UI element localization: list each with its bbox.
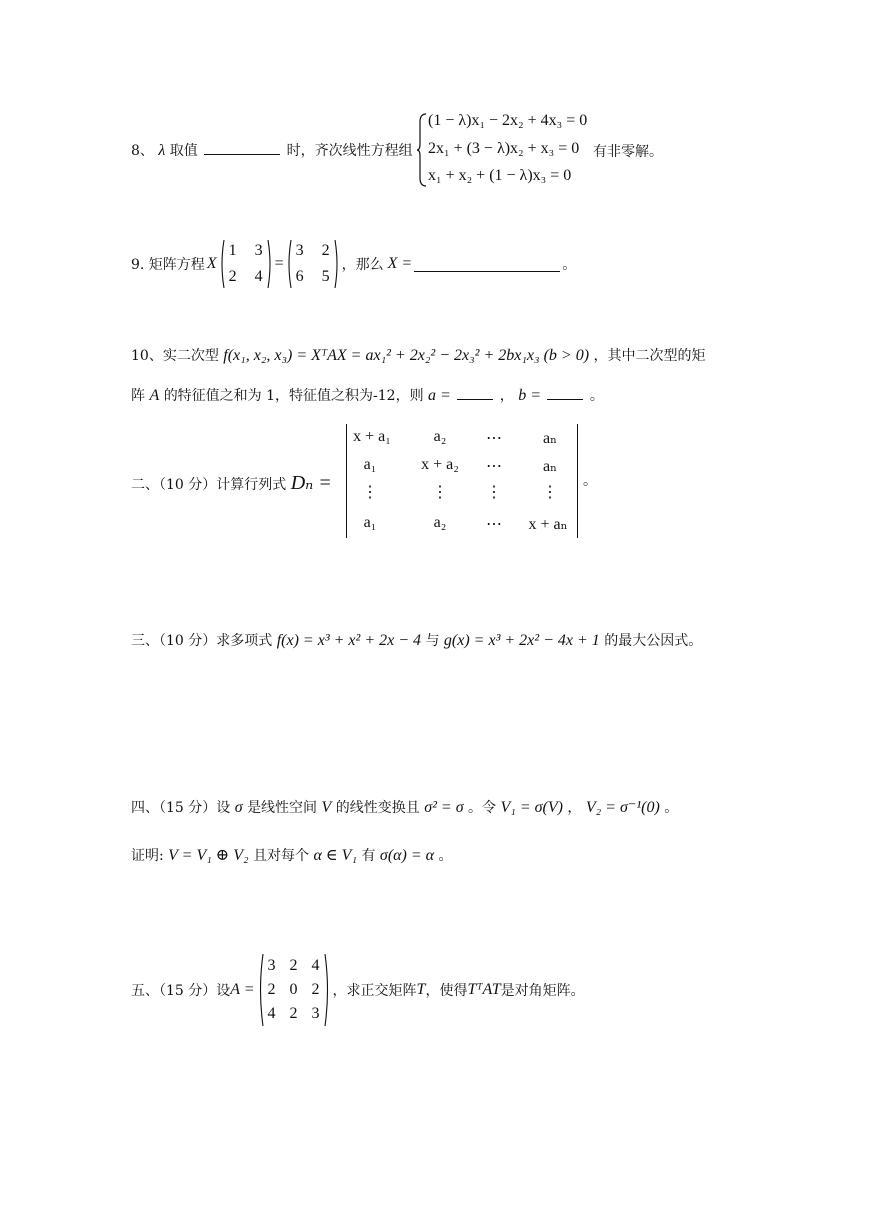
q3-text-1: 三、（10 分）求多项式 (131, 633, 273, 649)
q4-end: 。 (664, 800, 679, 816)
q4-sigma: σ (234, 799, 243, 816)
det-cell: ⋮ (542, 484, 558, 501)
q5-m32: 2 (289, 1005, 298, 1022)
det-cell: ⋯ (486, 430, 502, 447)
det-cell: aₙ (542, 430, 558, 447)
q10-text-1: 10、实二次型 (131, 348, 219, 364)
q4-text-4: 。令 (468, 800, 497, 816)
q9-a22: 4 (254, 268, 263, 285)
q8-lambda: λ (158, 142, 166, 159)
q9-text-2: ，那么 (341, 257, 384, 273)
det-cell: aₙ (542, 458, 558, 475)
det-cell: ⋮ (362, 484, 378, 501)
question-9 (131, 238, 576, 290)
q9-b21: 6 (295, 268, 304, 285)
det-cell: a₂ (433, 428, 447, 445)
det-cell: a₂ (433, 514, 447, 531)
right-paren-icon (334, 239, 340, 289)
q4-alpha-in-v1: α ∈ V₁ (313, 847, 358, 864)
q5-text-2: ，求正交矩阵 (332, 983, 417, 999)
q5-m23: 2 (311, 981, 320, 998)
q10-text-4: 的特征值之和为 1，特征值之积为-12，则 (163, 388, 424, 404)
q10-matrix-a: A (149, 387, 160, 404)
q10-text-2: ，其中二次型的矩 (593, 348, 706, 364)
q8-answer-blank[interactable] (204, 140, 280, 155)
q9-matrix-a (219, 239, 273, 289)
q10-a-blank[interactable] (457, 385, 493, 400)
q4-sigma-alpha: σ(α) = α (379, 847, 435, 864)
q8-text-2: 时，齐次线性方程组 (286, 143, 413, 159)
q9-a21: 2 (228, 268, 237, 285)
q4-sep: ， (567, 800, 582, 816)
q4-text-1: 四、（15 分）设 (131, 800, 231, 816)
q10-sep: ， (499, 388, 514, 404)
det-cell: ⋯ (486, 458, 502, 475)
q4-v1: V₁ = σ(V) (500, 799, 563, 816)
q10-end: 。 (589, 388, 604, 404)
q5-text-3: ，使得 (425, 983, 468, 999)
q8-text-1: 取值 (169, 143, 198, 159)
det-cell: x + a₁ (353, 428, 391, 445)
q4-proof-text-2: 且对每个 (252, 848, 309, 864)
q5-m33: 3 (311, 1005, 320, 1022)
q8-equation-3: x₁ + x₂ + (1 − λ)x₃ = 0 (428, 167, 572, 184)
det-cell: ⋯ (486, 516, 502, 533)
part-4-line-1 (131, 797, 678, 817)
part-4-line-2 (131, 845, 453, 865)
det-cell: ⋮ (486, 484, 502, 501)
q4-eq1: σ² = σ (424, 799, 464, 816)
det-cell: a₁ (363, 514, 377, 531)
q9-x: X (206, 255, 217, 272)
q4-proof-label: 证明: (131, 848, 164, 864)
q5-m11: 3 (267, 957, 276, 974)
q5-text-1: 五、（15 分）设 (131, 983, 231, 999)
q4-text-2: 是线性空间 (247, 800, 318, 816)
right-paren-icon (267, 239, 273, 289)
question-10-line-2 (131, 385, 604, 405)
q9-matrix-b (286, 239, 340, 289)
left-paren-icon (257, 953, 264, 1027)
q3-text-2: 与 (425, 633, 440, 649)
right-paren-icon (324, 953, 331, 1027)
q9-b11: 3 (295, 242, 304, 259)
q5-m21: 2 (267, 981, 276, 998)
q8-text-3: 有非零解。 (593, 144, 663, 160)
q5-text-4: 是对角矩阵。 (500, 983, 585, 999)
q3-g: g(x) = x³ + 2x² − 4x + 1 (443, 632, 600, 649)
det-cell: ⋮ (432, 484, 448, 501)
det-cell: x + a₂ (421, 456, 459, 473)
det-cell: x + aₙ (528, 516, 568, 533)
q10-formula: f(x₁, x₂, x₃) = XᵀAX = ax₁² + 2x₂² − 2x₃² + 2bx₁x₃ (b > 0) (223, 347, 590, 364)
q4-proof-text-3: 有 (361, 848, 376, 864)
q2-end: 。 (583, 473, 597, 489)
q5-m12: 2 (289, 957, 298, 974)
part-3 (131, 630, 702, 650)
q2-d-n: Dₙ = (290, 472, 332, 494)
q3-f: f(x) = x³ + x² + 2x − 4 (276, 632, 422, 649)
q9-b22: 5 (321, 268, 330, 285)
q4-direct-sum: V = V₁ ⊕ V₂ (168, 847, 249, 864)
q10-a-label: a = (428, 387, 451, 404)
q5-m13: 4 (311, 957, 320, 974)
q5-m31: 4 (267, 1005, 276, 1022)
q9-b12: 2 (321, 242, 330, 259)
q2-text-1: 二、（10 分）计算行列式 (131, 477, 287, 493)
q9-equals: = (274, 255, 284, 272)
q8-system-brace (416, 112, 428, 188)
q9-text-3: 。 (562, 257, 577, 273)
question-10-line-1 (131, 345, 705, 365)
q8-number: 8、 (131, 143, 154, 159)
q4-v: V (321, 799, 332, 816)
q10-text-3: 阵 (131, 388, 145, 404)
q3-text-3: 的最大公因式。 (604, 633, 703, 649)
part-2-heading (131, 470, 332, 495)
q9-text-1: 9. 矩阵方程 (131, 257, 205, 273)
q4-text-3: 的线性变换且 (335, 800, 420, 816)
q10-b-blank[interactable] (547, 385, 583, 400)
q9-x-equals: X = (387, 255, 413, 272)
q9-a11: 1 (228, 242, 237, 259)
q4-proof-end: 。 (438, 848, 453, 864)
q8-equation-1: (1 − λ)x₁ − 2x₂ + 4x₃ = 0 (428, 112, 588, 129)
q9-answer-blank[interactable] (414, 257, 560, 272)
q10-b-label: b = (518, 387, 541, 404)
q9-a12: 3 (254, 242, 263, 259)
part-5 (131, 952, 585, 1028)
q5-matrix (257, 953, 331, 1027)
det-cell: a₁ (363, 456, 377, 473)
q4-v2: V₂ = σ⁻¹(0) (585, 799, 660, 816)
q5-t: T (416, 981, 426, 998)
determinant-grid (346, 424, 577, 538)
q8-equation-2: 2x₁ + (3 − λ)x₂ + x₃ = 0 (428, 140, 580, 157)
q5-tat: TᵀAT (467, 981, 501, 998)
q5-a-equals: A = (230, 981, 255, 998)
q5-m22: 0 (289, 981, 298, 998)
question-8 (131, 140, 413, 160)
